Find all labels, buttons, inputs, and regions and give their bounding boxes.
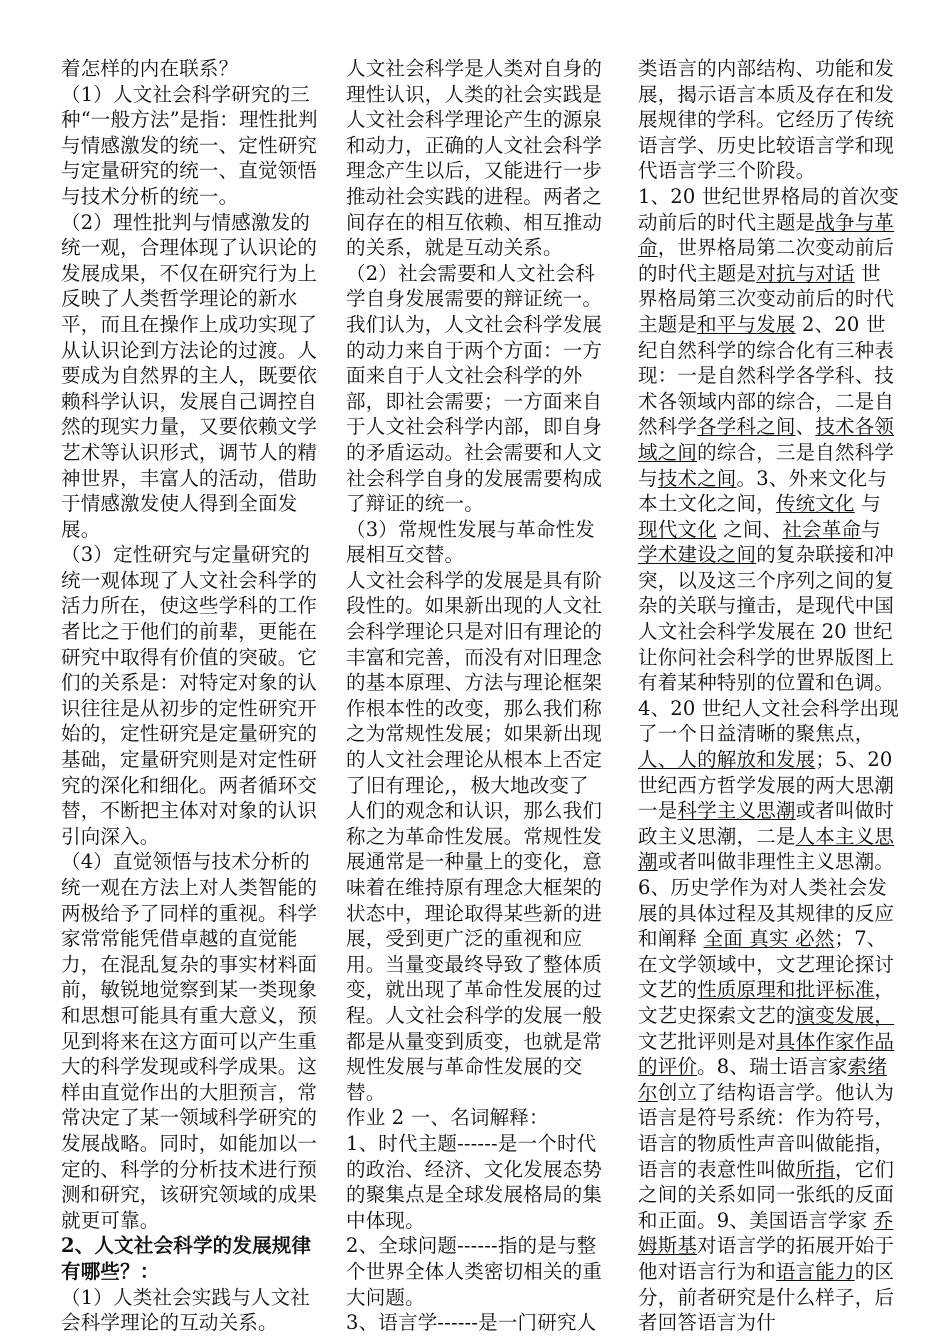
text-run: 类语言的内部结构、功能和发展，揭示语言本质及存在和发展规律的学科。它经历了传统语言学、历史比较语言学和现代语言学三个阶段。 bbox=[638, 57, 895, 183]
text-run: 或者叫做非理性主义思潮。6、历史学作为对人类社会发展的具体过程及其规律的反应和阐释 bbox=[638, 850, 895, 951]
text-run: 。8、瑞士语言家 bbox=[697, 1055, 848, 1079]
text-run: ；7、在文学领域中，文艺理论探讨文艺的 bbox=[638, 927, 895, 1002]
paragraph: （3）定性研究与定量研究的统一观体现了人文社会科学的活力所在，使这些学科的工作者比之于他们的前辈，更能在研究中取得有价值的突破。它们的关系是：对特定对象的认识往往是从初步的定性研究开始的，定性研究是定量研究的基础，定量研究则是对定性研究的深化和细化。两者循环交替，不断把主体对对象的认识引向深入。 bbox=[61, 543, 318, 848]
text-column-2 bbox=[346, 56, 608, 1336]
text-run: ；5、20 世纪西方哲学发展的两大思潮一是 bbox=[638, 748, 895, 823]
text-run: 世界格局第三次变动前后的时代主题是 bbox=[638, 261, 895, 336]
text-run: 与 bbox=[854, 492, 881, 516]
paragraph: 3、语言学------是一门研究人 bbox=[346, 1311, 597, 1335]
paragraph: （1）人类社会实践与人文社会科学理论的互动关系。 bbox=[61, 1285, 311, 1335]
paragraph: 2、人文社会科学的发展规律有哪些？： bbox=[61, 1234, 312, 1283]
text-run: 4、20 世纪人文社会科学出现了一个日益清晰的聚焦点， bbox=[638, 696, 899, 746]
fill-in-answer: 战争与革命 bbox=[638, 210, 895, 260]
fill-in-answer: 语言能力 bbox=[775, 1259, 855, 1283]
fill-in-answer: 全面 真实 必然 bbox=[703, 927, 835, 951]
text-run: 的综合，三是自然科学与 bbox=[638, 440, 895, 490]
text-run: 的区分，前者研究是什么样子，后者回答语言为什 bbox=[638, 1259, 895, 1335]
fill-in-answer: 乔姆斯基 bbox=[638, 1208, 894, 1258]
text-run: 2、20 世纪自然科学的综合化有三种表现：一是自然科学各学科、技术各领域内部的综合，二是自然科学 bbox=[638, 312, 895, 439]
paragraph: 着怎样的内在联系？ bbox=[61, 57, 239, 80]
fill-in-answer: 科学主义思潮 bbox=[677, 799, 796, 823]
fill-in-answer: 索绪尔 bbox=[638, 1055, 888, 1104]
fill-in-answer: 技术各领域之间 bbox=[638, 415, 895, 464]
paragraph bbox=[638, 184, 900, 696]
paragraph: （4）直觉领悟与技术分析的统一观在方法上对人类智能的两极给予了同样的重视。科学家常常能凭借卓越的直觉能力，在混乱复杂的事实材料面前，敏锐地觉察到某一类现象和思想可能具有重大意义，预见到将来在这方面可以产生重大的科学发现或科学成果。这样由直觉作出的大胆预言，常常决定了某一领域科学研究的发展战略。同时，如能加以一定的、科学的分析技术进行预测和研究，该研究领域的成果就更可靠。 bbox=[61, 850, 318, 1232]
fill-in-answer: 和平与发展 bbox=[697, 312, 796, 336]
fill-in-answer: 技术之间 bbox=[657, 466, 737, 490]
text-run: ，它们之间的关系如同一张纸的反面和正面。9、美国语言学家 bbox=[638, 1157, 895, 1232]
paragraph: （2）社会需要和人文社会科学自身发展需要的辩证统一。 bbox=[346, 261, 603, 311]
text-run: 文艺批评则是对 bbox=[638, 1029, 776, 1053]
text-run: 1、20 世纪世界格局的首次变动前后的时代主题是 bbox=[638, 184, 899, 234]
text-run: 的复杂联接和冲突，以及这三个序列之间的复杂的关联与撞击，是现代中国人文社会科学发展在 20 世纪让你问社会科学的世界版图上有着某种特别的位置和色调。 bbox=[638, 543, 895, 695]
text-run: ，文艺史探索文艺的 bbox=[638, 978, 895, 1027]
fill-in-answer: 人、人的解放和发展 bbox=[638, 748, 816, 772]
paragraph: 人文社会科学是人类对自身的理性认识，人类的社会实践是人文社会科学理论产生的源泉和动力，正确的人文社会科学理念产生以后，又能进行一步推动社会实践的进程。两者之间存在的相互依赖、相互推动的关系，就是互动关系。 bbox=[346, 57, 603, 260]
fill-in-answer: 社会革命 bbox=[782, 517, 862, 541]
paragraph: 1、时代主题------是一个时代的政治、经济、文化发展态势的聚集点是全球发展格局的集中体现。 bbox=[346, 1131, 603, 1232]
fill-in-answer: 具体作家作品的评价 bbox=[638, 1029, 895, 1079]
text-run: ，世界格局第二次变动前后的时代主题是 bbox=[638, 236, 895, 285]
fill-in-answer: 演变发展， bbox=[795, 1003, 895, 1027]
text-run: 、 bbox=[795, 415, 816, 439]
fill-in-answer: 学术建设之间 bbox=[638, 543, 757, 567]
paragraph: 我们认为，人文社会科学发展的动力来自于两个方面：一方面来自于人文社会科学的外部，即社会需要；一方面来自于人文社会科学内部，即自身的矛盾运动。社会需要和人文社会科学自身的发展需要构成了辩证的统一。 bbox=[346, 312, 603, 516]
fill-in-answer: 各学科之间 bbox=[697, 415, 796, 439]
text-column-3 bbox=[638, 56, 900, 1336]
paragraph: （1）人文社会科学研究的三种“一般方法”是指：理性批判与情感激发的统一、定性研究与定量研究的统一、直觉领悟与技术分析的统一。 bbox=[61, 82, 318, 208]
fill-in-answer: 所指 bbox=[795, 1157, 836, 1181]
fill-in-answer: 现代文化 bbox=[638, 517, 717, 541]
text-run: 。3、外来文化与本土文化之间， bbox=[638, 466, 888, 516]
fill-in-answer: 性质原理和批评标准 bbox=[697, 978, 875, 1002]
paragraph bbox=[638, 56, 900, 184]
paragraph: （3）常规性发展与革命性发展相互交替。 bbox=[346, 517, 596, 567]
fill-in-answer: 对抗与对话 bbox=[756, 261, 855, 285]
text-run: 与 bbox=[861, 517, 881, 541]
text-run: 对语言学的拓展开始于他对语言行为和 bbox=[638, 1234, 895, 1283]
paragraph: 2、全球问题------指的是与整个世界全体人类密切相关的重大问题。 bbox=[346, 1234, 603, 1309]
paragraph: （2）理性批判与情感激发的统一观，合理体现了认识论的发展成果，不仅在研究行为上反映了人类哲学理论的新水平，而且在操作上成功实现了从认识论到方法论的过渡。人要成为自然界的主人，既要依赖科学认识，发展自己调控自然的现实力量，又要依赖文学艺术等认识形式，调节人的精神世界，丰富人的活动，借助于情感激发使人得到全面发展。 bbox=[61, 210, 318, 541]
paragraph bbox=[638, 696, 900, 1336]
text-run: 或者叫做时政主义思潮，二是 bbox=[638, 799, 895, 848]
fill-in-answer: 传统文化 bbox=[775, 492, 855, 516]
fill-in-answer: 人本主义思潮 bbox=[638, 824, 895, 874]
text-column-1 bbox=[61, 56, 323, 1336]
text-run: 之间、 bbox=[716, 517, 783, 541]
paragraph: 作业 2 一、名词解释： bbox=[346, 1106, 549, 1130]
paragraph: 人文社会科学的发展是具有阶段性的。如果新出现的人文社会科学理论只是对旧有理论的丰富和完善，而没有对旧理念的基本原理、方法与理论框架作根本性的改变，那么我们称之为常规性发展；如果新出现的人文社会理论从根本上否定了旧有理论,，极大地改变了人们的观念和认识，那么我们称之为革命性发展。常规性发展通常是一种量上的变化，意味着在维持原有理念大框架的状态中，理论取得某些新的进展，受到更广泛的重视和应用。当量变最终导致了整体质变，就出现了革命性发展的过程。人文社会科学的发展一般都是从量变到质变，也就是常规性发展与革命性发展的交替。 bbox=[346, 568, 603, 1104]
text-run: 创立了结构语言学。他认为语言是符号系统：作为符号，语言的物质性声音叫做能指，语言的表意性叫做 bbox=[638, 1080, 895, 1181]
